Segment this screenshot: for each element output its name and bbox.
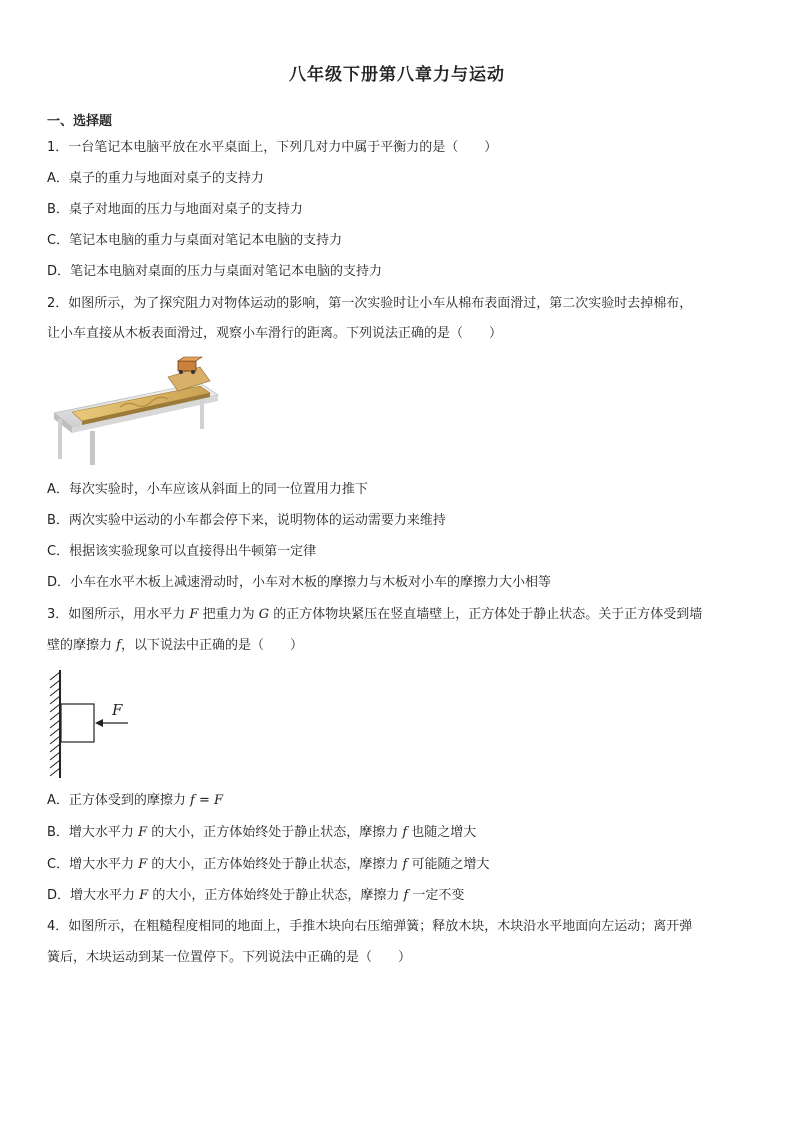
q2-stem-line1: 2．如图所示，为了探究阻力对物体运动的影响，第一次实验时让小车从棉布表面滑过，第二次实验时去掉棉布， — [47, 296, 693, 311]
q4-stem-line2: 簧后，木块运动到某一位置停下。下列说法中正确的是（ ） — [47, 950, 412, 965]
q3-option-d: D．增大水平力 F 的大小，正方体始终处于静止状态，摩擦力 f 一定不变 — [47, 888, 465, 903]
q3-option-b: B．增大水平力 F 的大小，正方体始终处于静止状态，摩擦力 f 也随之增大 — [47, 825, 477, 840]
q1-option-b: B．桌子对地面的压力与地面对桌子的支持力 — [47, 202, 303, 217]
force-label: F — [112, 701, 123, 719]
q3-option-a: A．正方体受到的摩擦力 f = F — [47, 793, 224, 808]
arrow-head — [95, 719, 103, 727]
q3-stem-line1: 3．如图所示，用水平力 F 把重力为 G 的正方体物块紧压在竖直墙壁上，正方体处于静止状态。关于正方体受到墙 — [47, 607, 703, 622]
wall-block-figure — [46, 668, 136, 780]
page-title: 八年级下册第八章力与运动 — [289, 65, 505, 85]
table-leg — [58, 419, 62, 459]
wall-hatching — [50, 672, 60, 776]
q1-option-d: D．笔记本电脑对桌面的压力与桌面对笔记本电脑的支持力 — [47, 264, 383, 279]
q2-option-a: A．每次实验时，小车应该从斜面上的同一位置用力推下 — [47, 482, 368, 497]
q2-option-d: D．小车在水平木板上减速滑动时，小车对木板的摩擦力与木板对小车的摩擦力大小相等 — [47, 575, 552, 590]
section-heading: 一、选择题 — [47, 114, 113, 129]
q3-stem-line2: 壁的摩擦力 f，以下说法中正确的是（ ） — [47, 638, 303, 653]
table-leg — [200, 399, 204, 429]
q4-stem-line1: 4．如图所示，在粗糙程度相同的地面上，手推木块向右压缩弹簧；释放木块，木块沿水平地面向左运动；离开弹 — [47, 919, 693, 934]
q2-option-c: C．根据该实验现象可以直接得出牛顿第一定律 — [47, 544, 317, 559]
cube-block — [61, 704, 94, 742]
q2-option-b: B．两次实验中运动的小车都会停下来，说明物体的运动需要力来维持 — [47, 513, 446, 528]
q1-option-a: A．桌子的重力与地面对桌子的支持力 — [47, 171, 264, 186]
ramp-experiment-figure — [50, 355, 220, 467]
q3-option-c: C．增大水平力 F 的大小，正方体始终处于静止状态，摩擦力 f 可能随之增大 — [47, 857, 490, 872]
q1-option-c: C．笔记本电脑的重力与桌面对笔记本电脑的支持力 — [47, 233, 343, 248]
q1-stem: 1．一台笔记本电脑平放在水平桌面上，下列几对力中属于平衡力的是（ ） — [47, 140, 498, 155]
toy-cart — [178, 361, 196, 371]
table-leg — [90, 431, 95, 465]
q2-stem-line2: 让小车直接从木板表面滑过，观察小车滑行的距离。下列说法正确的是（ ） — [47, 326, 503, 341]
